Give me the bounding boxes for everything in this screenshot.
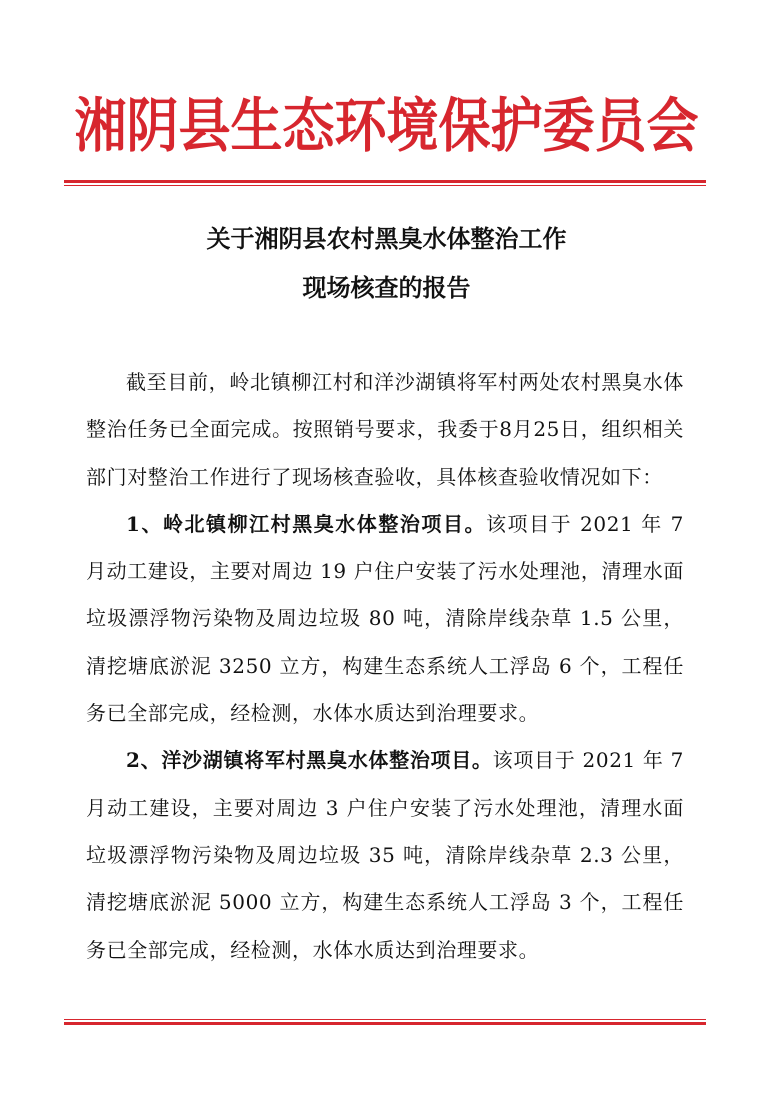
document-body [86, 359, 684, 974]
paragraph-intro-text: 截至目前，岭北镇柳江村和洋沙湖镇将军村两处农村黑臭水体整治任务已全面完成。按照销号要求，我委于8月25日，组织相关部门对整治工作进行了现场核查验收，具体核查验收情况如下： [86, 370, 684, 489]
footer-divider [64, 1019, 706, 1025]
paragraph-item-1-heading: 1、岭北镇柳江村黑臭水体整治项目。 [126, 511, 487, 536]
paragraph-intro [86, 359, 684, 501]
organization-header: 湘阴县生态环境保护委员会 [74, 92, 699, 161]
document-title-line-1: 关于湘阴县农村黑臭水体整治工作 [206, 224, 567, 253]
paragraph-item-2-text: 该项目于 2021 年 7 月动工建设，主要对周边 3 户住户安装了污水处理池，清理水面垃圾漂浮物污染物及周边垃圾 35 吨，清除岸线杂草 2.3 公里，清挖塘底淤泥 5000 立方，构建生态系统人工浮岛 3 个，工程任务已全部完成，经检测，水体水质达到治理要求。 [86, 748, 685, 962]
paragraph-item-2-heading: 2、洋沙湖镇将军村黑臭水体整治项目。 [126, 748, 493, 773]
divider-thick-line [64, 1022, 706, 1025]
paragraph-item-1 [86, 501, 684, 737]
divider-thin-line [64, 185, 706, 186]
paragraph-item-2 [86, 737, 684, 973]
document-title-line-2: 现场核查的报告 [302, 273, 471, 302]
paragraph-item-1-text: 该项目于 2021 年 7 月动工建设，主要对周边 19 户住户安装了污水处理池，清理水面垃圾漂浮物污染物及周边垃圾 80 吨，清除岸线杂草 1.5 公里，清挖塘底淤泥 3250 立方，构建生态系统人工浮岛 6 个，工程任务已全部完成，经检测，水体水质达到治理要求。 [86, 511, 684, 726]
header-divider [64, 180, 706, 186]
